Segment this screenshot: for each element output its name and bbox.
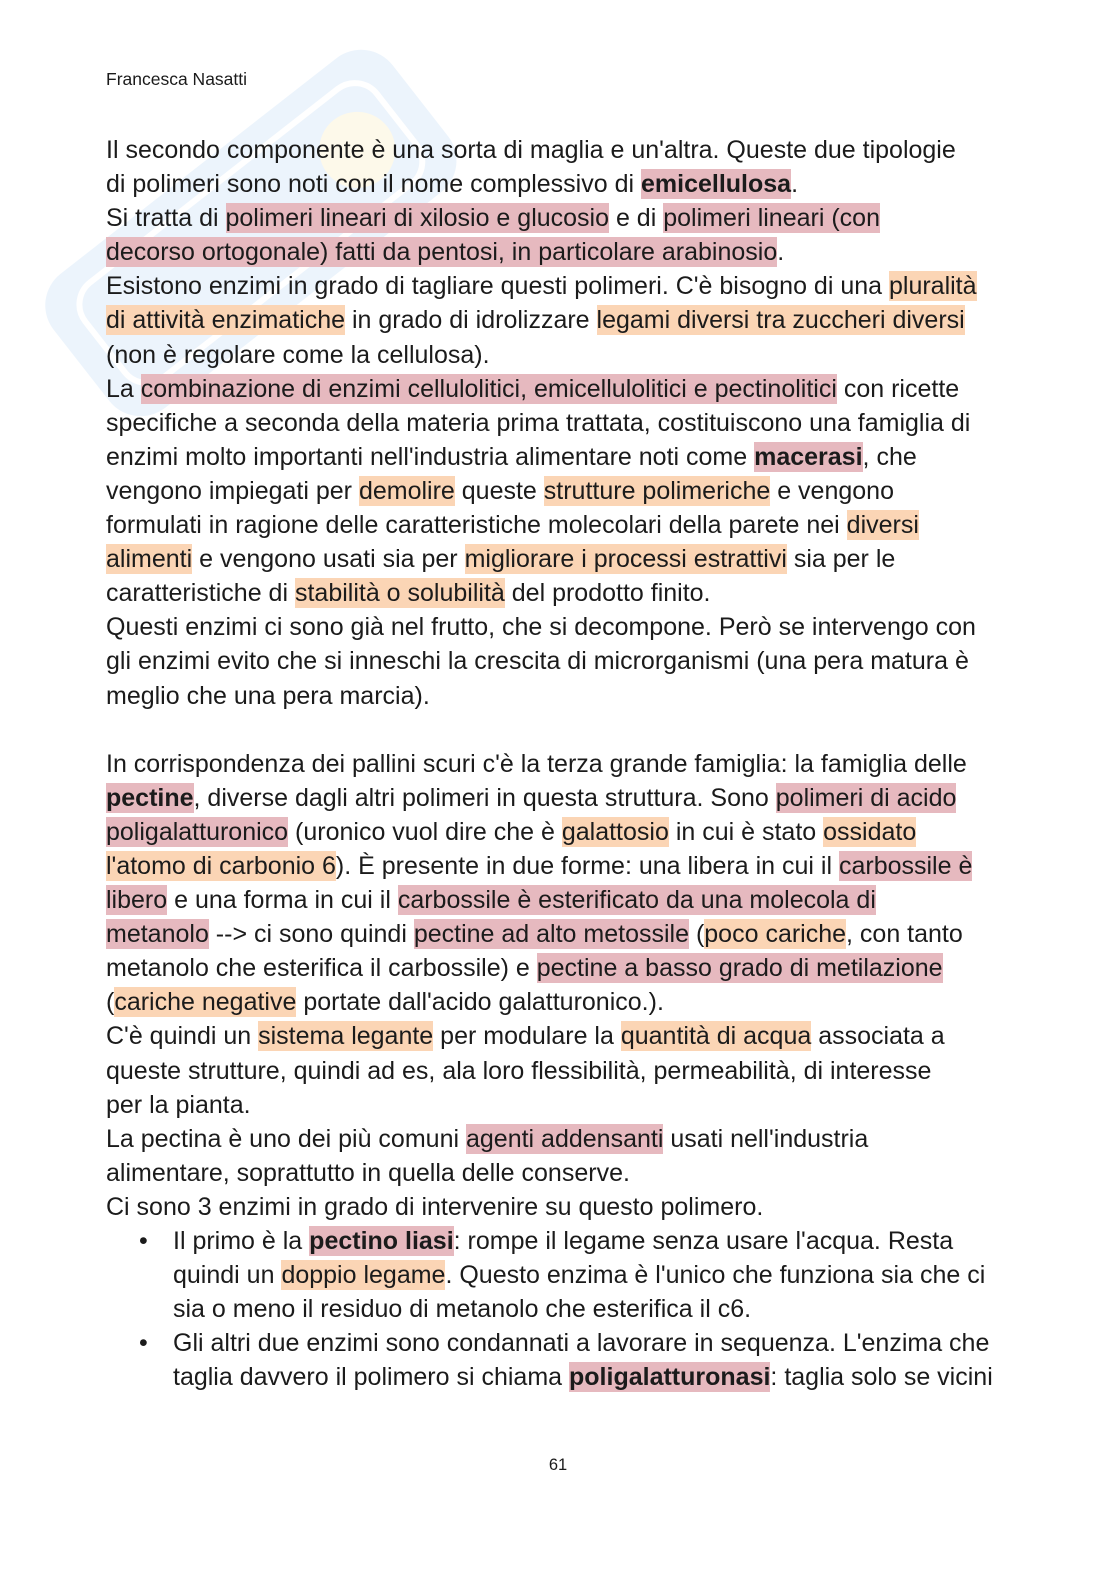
text-run: taglia davvero il polimero si chiama xyxy=(173,1363,570,1392)
text-run: Si tratta di xyxy=(106,204,226,233)
text-run: La pectina è uno dei più comuni xyxy=(106,1124,466,1153)
text-run: in cui è stato xyxy=(668,817,824,846)
list-item xyxy=(106,1326,1066,1394)
text-line xyxy=(173,1224,1066,1258)
text-line xyxy=(106,1054,1066,1088)
highlighted-text: carbossile è xyxy=(838,851,973,880)
text-run: metanolo che esterifica il carbossile) e xyxy=(106,954,537,983)
text-run: ( xyxy=(106,988,115,1017)
highlighted-text: pluralità xyxy=(888,272,977,301)
highlighted-text: strutture polimeriche xyxy=(543,476,771,505)
text-line xyxy=(106,1190,1066,1224)
highlighted-text: polimeri di acido xyxy=(775,783,957,812)
text-run: , con tanto xyxy=(846,920,963,949)
bullet-icon: • xyxy=(139,1329,148,1358)
text-line xyxy=(106,951,1066,985)
text-line xyxy=(106,1088,1066,1122)
highlighted-text: diversi xyxy=(846,511,919,540)
text-run: (non è regolare come la cellulosa). xyxy=(106,340,490,369)
highlighted-text: alimenti xyxy=(106,545,193,574)
highlighted-text: combinazione di enzimi cellulolitici, emicellulolitici e pectinolitici xyxy=(140,374,837,403)
paragraph xyxy=(106,747,1066,1224)
highlighted-text: carbossile è esterificato da una molecola di xyxy=(397,886,876,915)
highlighted-key-term: macerasi xyxy=(754,442,863,471)
text-line xyxy=(106,542,1066,576)
bullet-icon: • xyxy=(139,1227,148,1255)
text-line xyxy=(106,815,1066,849)
text-run: specifiche a seconda della materia prima trattata, costituiscono una famiglia di xyxy=(106,408,971,437)
text-run: e vengono usati sia per xyxy=(192,545,465,574)
highlighted-text: legami diversi tra zuccheri diversi xyxy=(596,306,965,335)
text-run: in grado di idrolizzare xyxy=(345,306,597,335)
text-run: del prodotto finito. xyxy=(504,579,711,608)
text-line xyxy=(106,167,1066,201)
text-line xyxy=(106,406,1066,440)
text-line xyxy=(106,338,1066,372)
text-run: In corrispondenza dei pallini scuri c'è la terza grande famiglia: la famiglia delle xyxy=(106,749,967,778)
text-run: formulati in ragione delle caratteristiche molecolari della parete nei xyxy=(106,511,847,540)
text-line xyxy=(106,917,1066,951)
page-number: 61 xyxy=(548,1456,568,1474)
highlighted-key-term: poligalatturonasi xyxy=(569,1363,771,1392)
text-run: La xyxy=(106,374,141,403)
text-run: Ci sono 3 enzimi in grado di intervenire su questo polimero. xyxy=(106,1192,764,1221)
text-run: Il primo è la xyxy=(173,1227,310,1255)
text-run: queste xyxy=(454,476,544,505)
text-run: : taglia solo se vicini xyxy=(770,1363,993,1392)
page-header-author: Francesca Nasatti xyxy=(106,69,248,89)
highlighted-text: pectine ad alto metossile xyxy=(413,920,689,949)
text-line xyxy=(106,781,1066,815)
text-run: alimentare, soprattutto in quella delle conserve. xyxy=(106,1158,630,1187)
text-run: ). È presente in due forme: una libera in cui il xyxy=(335,851,839,880)
highlighted-text: galattosio xyxy=(561,817,669,846)
text-run: portate dall'acido galatturonico.). xyxy=(296,988,664,1017)
text-run: Esistono enzimi in grado di tagliare questi polimeri. C'è bisogno di una xyxy=(106,272,889,301)
highlighted-key-term: emicellulosa xyxy=(640,170,792,199)
text-line xyxy=(173,1292,1066,1326)
text-line xyxy=(106,610,1066,644)
text-line xyxy=(173,1360,1066,1394)
text-run: per modulare la xyxy=(433,1022,621,1051)
highlighted-text: polimeri lineari (con xyxy=(663,204,880,233)
document-body xyxy=(106,133,1066,1394)
text-line xyxy=(106,747,1066,781)
highlighted-text: metanolo xyxy=(106,920,209,949)
highlighted-text: ossidato xyxy=(823,817,917,846)
text-run: con ricette xyxy=(836,374,960,403)
highlighted-text: stabilità o solubilità xyxy=(294,579,505,608)
bullet-list xyxy=(106,1224,1066,1394)
highlighted-text: cariche negative xyxy=(114,988,297,1017)
highlighted-text: demolire xyxy=(358,476,455,505)
text-line xyxy=(106,985,1066,1019)
list-item xyxy=(106,1224,1066,1326)
text-run: gli enzimi evito che si inneschi la crescita di microrganismi (una pera matura è xyxy=(106,647,969,676)
text-run: sia o meno il residuo di metanolo che esterifica il c6. xyxy=(173,1295,752,1324)
text-line xyxy=(106,1122,1066,1156)
text-line xyxy=(106,883,1066,917)
text-run: meglio che una pera marcia). xyxy=(106,681,430,710)
text-line xyxy=(173,1326,1066,1360)
highlighted-text: l'atomo di carbonio 6 xyxy=(106,851,336,880)
highlighted-text: agenti addensanti xyxy=(465,1124,664,1153)
text-line xyxy=(106,372,1066,406)
text-run: per la pianta. xyxy=(106,1090,251,1119)
text-run: enzimi molto importanti nell'industria alimentare noti come xyxy=(106,442,755,471)
text-run: vengono impiegati per xyxy=(106,476,359,505)
text-run: , che xyxy=(862,442,917,471)
text-line xyxy=(106,508,1066,542)
highlighted-text: migliorare i processi estrattivi xyxy=(464,545,787,574)
text-line xyxy=(106,1019,1066,1053)
highlighted-key-term: pectine xyxy=(106,783,194,812)
text-run: Gli altri due enzimi sono condannati a lavorare in sequenza. L'enzima che xyxy=(173,1329,990,1358)
highlighted-key-term: pectino liasi xyxy=(309,1227,454,1255)
text-run: , diverse dagli altri polimeri in questa struttura. Sono xyxy=(193,783,776,812)
text-line xyxy=(106,849,1066,883)
text-line xyxy=(106,201,1066,235)
text-line xyxy=(106,269,1066,303)
text-line xyxy=(106,474,1066,508)
highlighted-text: pectine a basso grado di metilazione xyxy=(536,954,943,983)
text-run: : rompe il legame senza usare l'acqua. Resta xyxy=(453,1227,954,1255)
highlighted-text: poco cariche xyxy=(704,920,847,949)
text-run: associata a xyxy=(811,1022,945,1051)
text-line xyxy=(106,644,1066,678)
highlighted-text: polimeri lineari di xilosio e glucosio xyxy=(225,204,610,233)
highlighted-text: doppio legame xyxy=(281,1261,446,1290)
text-line xyxy=(106,1156,1066,1190)
text-line xyxy=(106,679,1066,713)
text-run: C'è quindi un xyxy=(106,1022,259,1051)
paragraph xyxy=(106,133,1066,713)
text-run: Il secondo componente è una sorta di maglia e un'altra. Queste due tipologie xyxy=(106,136,956,164)
text-run: di polimeri sono noti con il nome complessivo di xyxy=(106,170,641,199)
text-run: quindi un xyxy=(173,1261,282,1290)
text-run: (uronico vuol dire che è xyxy=(288,817,562,846)
text-run: . Questo enzima è l'unico che funziona sia che ci xyxy=(445,1261,986,1290)
text-run: Questi enzimi ci sono già nel frutto, che si decompone. Però se intervengo con xyxy=(106,613,976,642)
highlighted-text: libero xyxy=(106,886,168,915)
text-run: queste strutture, quindi ad es, ala loro flessibilità, permeabilità, di interesse xyxy=(106,1056,932,1085)
text-line xyxy=(106,440,1066,474)
highlighted-text: quantità di acqua xyxy=(620,1022,812,1051)
text-run: e vengono xyxy=(770,476,894,505)
text-run: e di xyxy=(609,204,664,233)
text-line xyxy=(106,303,1066,337)
text-run: sia per le xyxy=(786,545,896,574)
text-run: ( xyxy=(689,920,705,949)
highlighted-text: sistema legante xyxy=(258,1022,434,1051)
text-run: --> ci sono quindi xyxy=(208,920,414,949)
text-line xyxy=(106,235,1066,269)
highlighted-text: decorso ortogonale) fatti da pentosi, in particolare arabinosio xyxy=(106,238,778,267)
highlighted-text: di attività enzimatiche xyxy=(106,306,346,335)
text-run: usati nell'industria xyxy=(663,1124,869,1153)
text-line xyxy=(106,133,1066,167)
text-run: caratteristiche di xyxy=(106,579,295,608)
text-run: . xyxy=(777,238,785,267)
text-line xyxy=(106,576,1066,610)
highlighted-text: poligalatturonico xyxy=(106,817,289,846)
paragraphs xyxy=(106,133,1066,1224)
text-run: . xyxy=(791,170,799,199)
text-run: e una forma in cui il xyxy=(167,886,398,915)
text-line xyxy=(173,1258,1066,1292)
